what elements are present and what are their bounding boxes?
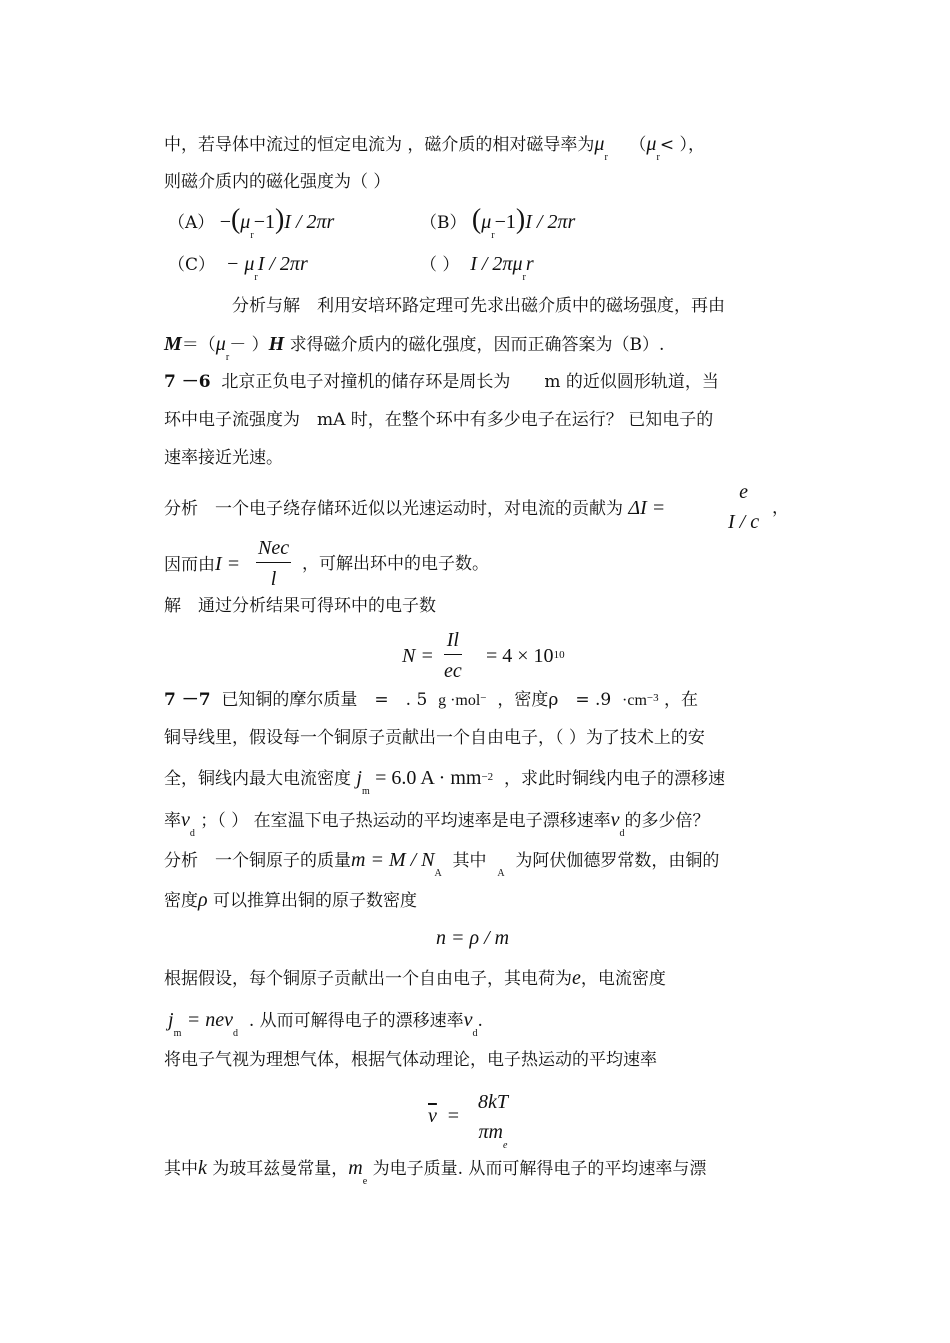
q76-solve: 解 通过分析结果可得环中的电子数	[164, 596, 436, 616]
q76-line-5: 因而由I =	[164, 553, 241, 575]
q77-line-6: 密度ρ 可以推算出铜的原子数密度	[164, 889, 418, 911]
fraction-e-over-I-c: e I / c	[728, 481, 760, 533]
comma: ，	[772, 498, 789, 518]
q77-line-10: 其中k 为玻耳兹曼常量，$m_e$ 为电子质量. 从而可解得电子的平均速率与漂	[164, 1157, 707, 1187]
problem-line-2: 则磁介质内的磁化强度为（ ）	[164, 172, 391, 192]
q77-line-4: 率$v_d$ ；（ ） 在室温下电子热运动的平均速率是电子漂移速率$v_d$的多少倍？	[164, 809, 710, 839]
q76-line-1: 7 －6 北京正负电子对撞机的储存环是周长为 m 的近似圆形轨道，当	[164, 372, 719, 392]
q77-line-1: 7 －7 已知铜的摩尔质量 = . 5 g ·mol− ，密度ρ = $.9 \cdot cm^{-3}$ ，在	[164, 690, 699, 710]
q77-line-9: 将电子气视为理想气体，根据气体动理论，电子热运动的平均速率	[164, 1050, 657, 1070]
q77-n-formula: n = ρ / m	[436, 927, 510, 949]
q76-line-5b: ，可解出环中的电子数。	[302, 554, 489, 574]
q76-n-eq: N =	[402, 645, 434, 667]
q77-analysis: 分析 一个铜原子的质量$m = M / N_A$ 其中 $_A$ 为阿伏伽德罗常数，由铜的	[164, 849, 720, 879]
q76-result: = $4 \times 10^{10}$	[486, 645, 565, 667]
option-c: $(C) - \mu_rI / 2\pi r$	[168, 253, 308, 283]
analysis-line-2: $M=(\mu_r- )H$ 求得磁介质内的磁化强度，因而正确答案为（B）.	[164, 333, 665, 363]
vbar-formula: $\overline{v}$ =	[428, 1105, 459, 1127]
fraction-8kT-over-pi-me: 8kT $\pi m_e$	[478, 1091, 508, 1151]
q77-line-3: 全，铜线内最大电流密度 $j_m = 6.0$ $A \cdot mm^{-2}$ ，求此时铜线内电子的漂移速	[164, 767, 725, 797]
fraction-Il-over-ec: $\frac{Il}{ec}$	[444, 629, 462, 682]
q77-line-2: 铜导线里，假设每一个铜原子贡献出一个自由电子，（ ）为了技术上的安	[164, 728, 705, 748]
problem-line-1: 中，若导体中流过的恒定电流为 ，磁介质的相对磁导率为$\mu_r$ （$\mu_r<$ ），	[164, 133, 705, 163]
q77-line-7: 根据假设，每个铜原子贡献出一个自由电子，其电荷为e，电流密度	[164, 967, 666, 989]
q76-line-3: 速率接近光速。	[164, 448, 283, 468]
option-b: （B） $(\mu_r-1)I / 2\pi r$	[420, 204, 576, 241]
q76-line-2: 环中电子流强度为 mA 时，在整个环中有多少电子在运行？ 已知电子的	[164, 410, 714, 430]
q77-line-8: $j_m = nev_d$ . 从而可解得电子的漂移速率$v_d$.	[168, 1009, 483, 1039]
option-d: （ ） I / $2\pi\mu_rr$	[420, 253, 534, 283]
fraction-Nec-over-l: Nec l	[258, 537, 290, 590]
q76-analysis-line: 分析 一个电子绕存储环近似以光速运动时，对电流的贡献为 ΔI =	[164, 497, 666, 519]
option-a: $(A) -(\mu_r-1)I / 2\pi r$	[168, 204, 335, 241]
analysis-line-1: 分析与解 利用安培环路定理可先求出磁介质中的磁场强度，再由	[232, 296, 725, 316]
